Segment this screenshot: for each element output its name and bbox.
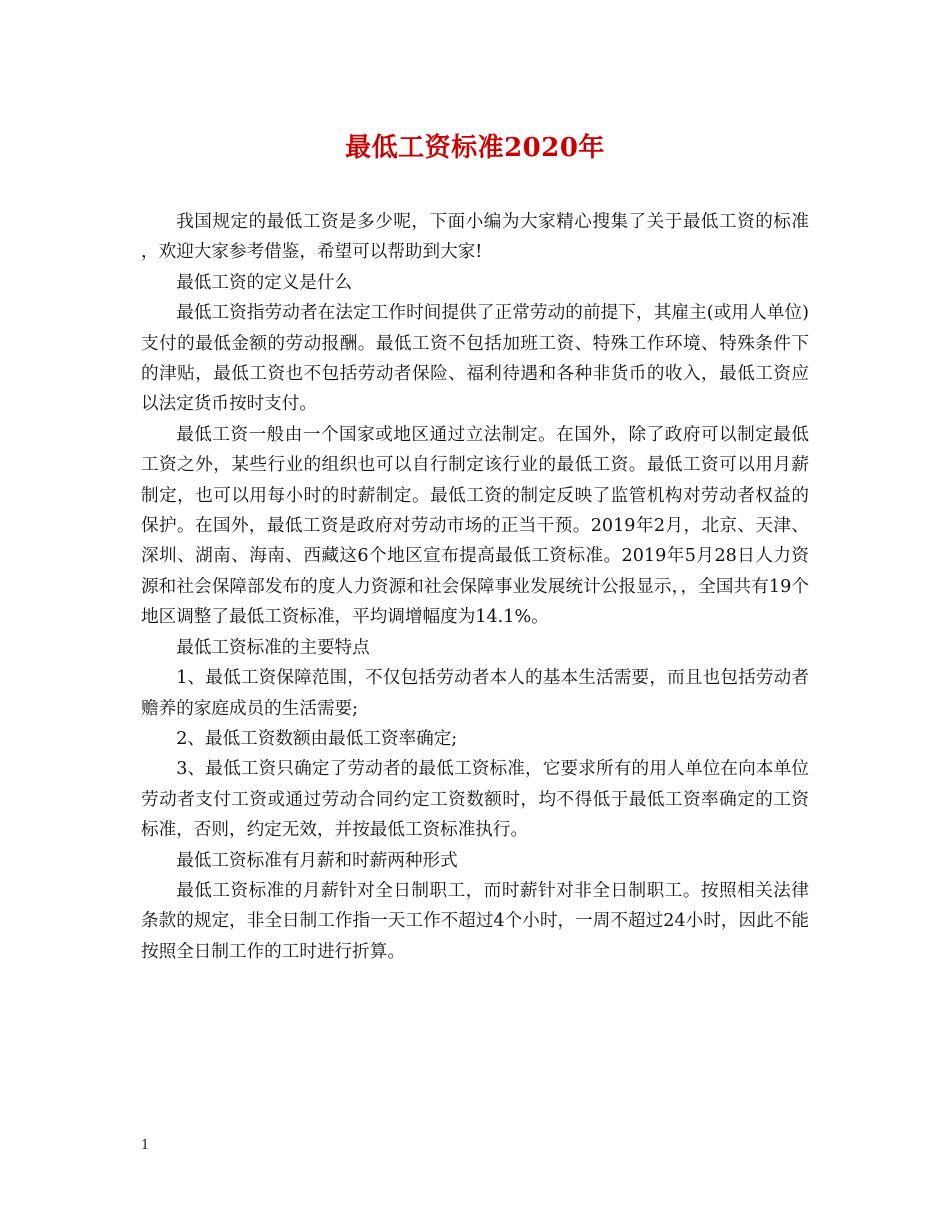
paragraph-definition: 最低工资指劳动者在法定工作时间提供了正常劳动的前提下，其雇主(或用人单位)支付的最低金额的劳动报酬。最低工资不包括加班工资、特殊工作环境、特殊条件下的津贴，最低工资也不包括劳动者保险、福利待遇和各种非货币的收入，最低工资应以法定货币按时支付。: [141, 303, 809, 415]
document-body: [141, 207, 809, 967]
document-title: 最低工资标准2020年: [345, 133, 605, 163]
feature-item-1: 1、最低工资保障范围，不仅包括劳动者本人的基本生活需要，而且也包括劳动者赡养的家庭成员的生活需要;: [141, 668, 809, 719]
paragraph-forms: 最低工资标准的月薪针对全日制职工，而时薪针对非全日制职工。按照相关法律条款的规定，非全日制工作指一天工作不超过4个小时，一周不超过24小时，因此不能按照全日制工作的工时进行折算。: [141, 880, 809, 962]
feature-item-3: 3、最低工资只确定了劳动者的最低工资标准，它要求所有的用人单位在向本单位劳动者支付工资或通过劳动合同约定工资数额时，均不得低于最低工资率确定的工资标准，否则，约定无效，并按最低工资标准执行。: [141, 759, 809, 841]
feature-item-2: 2、最低工资数额由最低工资率确定;: [176, 728, 458, 749]
paragraph-intro: 我国规定的最低工资是多少呢，下面小编为大家精心搜集了关于最低工资的标准，欢迎大家参考借鉴，希望可以帮助到大家!: [141, 212, 809, 263]
heading-features: 最低工资标准的主要特点: [176, 637, 370, 658]
heading-forms: 最低工资标准有月薪和时薪两种形式: [176, 850, 458, 871]
page-number: 1: [141, 1138, 150, 1153]
heading-definition: 最低工资的定义是什么: [176, 272, 353, 293]
paragraph-legislation: 最低工资一般由一个国家或地区通过立法制定。在国外，除了政府可以制定最低工资之外，某些行业的组织也可以自行制定该行业的最低工资。最低工资可以用月薪制定，也可以用每小时的时薪制定。最低工资的制定反映了监管机构对劳动者权益的保护。在国外，最低工资是政府对劳动市场的正当干预。2019年2月，北京、天津、深圳、湖南、海南、西藏这6个地区宣布提高最低工资标准。2019年5月28日人力资源和社会保障部发布的度人力资源和社会保障事业发展统计公报显示，，全国共有19个地区调整了最低工资标准，平均调增幅度为14.1%。: [141, 424, 809, 628]
